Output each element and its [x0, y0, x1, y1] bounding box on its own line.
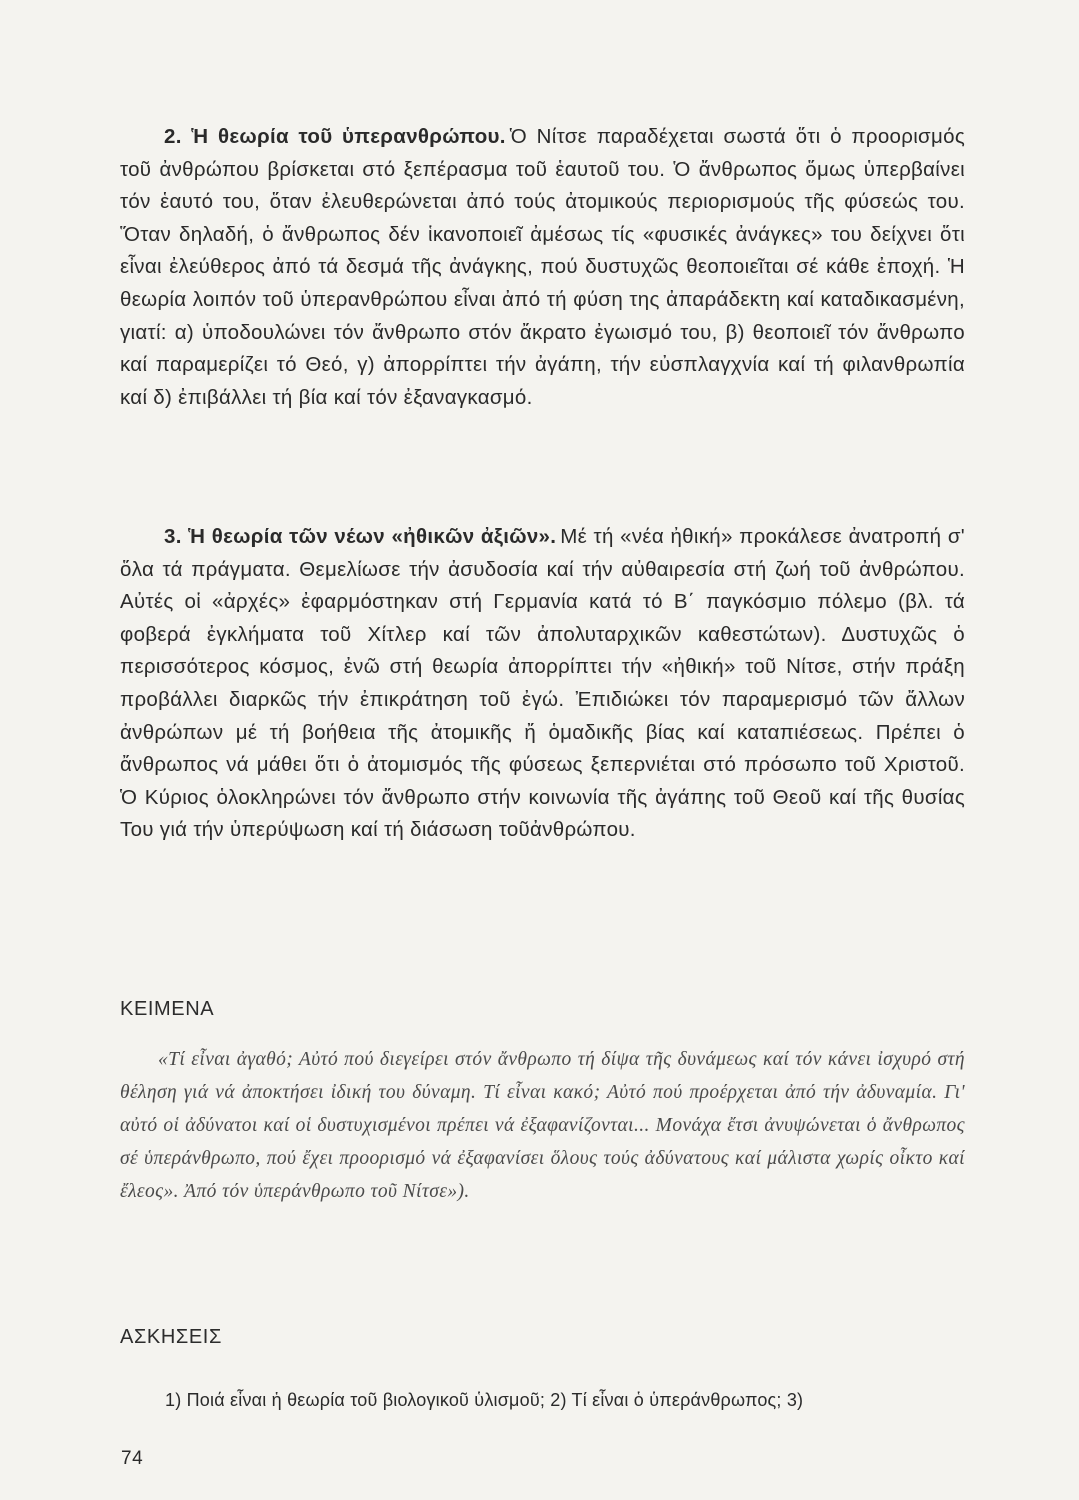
page-number: 74 — [121, 1448, 144, 1469]
section-3-body: Μέ τή «νέα ἠθική» προκάλεσε ἀνατροπή σ' ὅλα τά πράγματα. Θεμελίωσε τήν ἀσυδοσία καί τήν αὐθαιρεσία στή ζωή τοῦ ἀνθρώπου. Αὐτές οἱ «ἀρχές» ἐφαρμόστηκαν στή Γερμανία κατά τό Β΄ παγκόσμιο πόλεμο (βλ. τά φοβερά ἐγκλήματα τοῦ Χίτλερ καί τῶν ἀπολυταρχικῶν καθεστώτων). Δυστυχῶς ὁ περισσότερος κόσμος, ἐνῶ στή θεωρία ἀπορρίπτει τήν «ἠθική» τοῦ Νίτσε, στήν πράξη προβάλλει διαρκῶς τήν ἐπικράτηση τοῦ ἐγώ. Ἐπιδιώκει τόν παραμερισμό τῶν ἄλλων ἀνθρώπων μέ τή βοήθεια τῆς ἀτομικῆς ἤ ὁμαδικῆς βίας καί καταπιέσεως. Πρέπει ὁ ἄνθρωπος νά μάθει ὅτι ὁ ἀτομισμός τῆς φύσεως ξεπερνιέται στό πρόσωπο τοῦ Χριστοῦ. Ὁ Κύριος ὁλοκληρώνει τόν ἄνθρωπο στήν κοινωνία τῆς ἀγάπης τοῦ Θεοῦ καί τῆς θυσίας Του γιά τήν ὑπερύψωση καί τή διάσωση τοῦἀνθρώπου. — [120, 525, 965, 842]
section-2-paragraph — [120, 121, 965, 414]
section-3-paragraph — [120, 521, 965, 847]
exercises-text: 1) Ποιά εἶναι ἡ θεωρία τοῦ βιολογικοῦ ὑλισμοῦ; 2) Τί εἶναι ὁ ὑπεράνθρωπος; 3) — [165, 1390, 804, 1410]
section-3-title: 3. Ἡ θεωρία τῶν νέων «ἠθικῶν ἀξιῶν». — [164, 525, 557, 548]
section-2-body: Ὁ Νίτσε παραδέχεται σωστά ὅτι ὁ προορισμός τοῦ ἀνθρώπου βρίσκεται στό ξεπέρασμα τοῦ ἑαυτοῦ του. Ὁ ἄνθρωπος ὅμως ὑπερβαίνει τόν ἑαυτό του, ὅταν ἐλευθερώνεται ἀπό τούς ἀτομικούς περιορισμούς τῆς φύσεώς του. Ὅταν δηλαδή, ὁ ἄνθρωπος δέν ἱκανοποιεῖ ἀμέσως τίς «φυσικές ἀνάγκες» του δείχνει ὅτι εἶναι ἐλεύθερος ἀπό τά δεσμά τῆς ἀνάγκης, πού δυστυχῶς θεοποιεῖται σέ κάθε ἐποχή. Ἡ θεωρία λοιπόν τοῦ ὑπερανθρώπου εἶναι ἀπό τή φύση της ἀπαράδεκτη καί καταδικασμένη, γιατί: α) ὑποδουλώνει τόν ἄνθρωπο στόν ἄκρατο ἐγωισμό του, β) θεοποιεῖ τόν ἄνθρωπο καί παραμερίζει τό Θεό, γ) ἀπορρίπτει τήν ἀγάπη, τήν εὐσπλαγχνία καί τή φιλανθρωπία καί δ) ἐπιβάλλει τή βία καί τόν ἐξαναγκασμό. — [120, 125, 965, 409]
section-2-title: 2. Ἡ θεωρία τοῦ ὑπερανθρώπου. — [164, 125, 506, 148]
nietzsche-quote: «Τί εἶναι ἀγαθό; Αὐτό πού διεγείρει στόν ἄνθρωπο τή δίψα τῆς δυνάμεως καί τόν κάνει ἰσχυρό στή θέληση γιά νά ἀποκτήσει ἰδική του δύναμη. Τί εἶναι κακό; Αὐτό πού προέρχεται ἀπό τήν ἀδυναμία. Γι' αὐτό οἱ ἀδύνατοι καί οἱ δυστυχισμένοι πρέπει νά ἐξαφανίζονται... Μονάχα ἔτσι ἀνυψώνεται ὁ ἄνθρωπος σέ ὑπεράνθρωπο, πού ἔχει προορισμό νά ἐξαφανίσει ὅλους τούς ἀδύνατους καί μάλιστα χωρίς οἶκτο καί ἔλεος». Ἀπό τόν ὑπεράνθρωπο τοῦ Νίτσε»). — [120, 1049, 965, 1202]
exercises-heading: ΑΣΚΗΣΕΙΣ — [120, 1326, 222, 1348]
texts-heading: ΚΕΙΜΕΝΑ — [120, 998, 215, 1020]
